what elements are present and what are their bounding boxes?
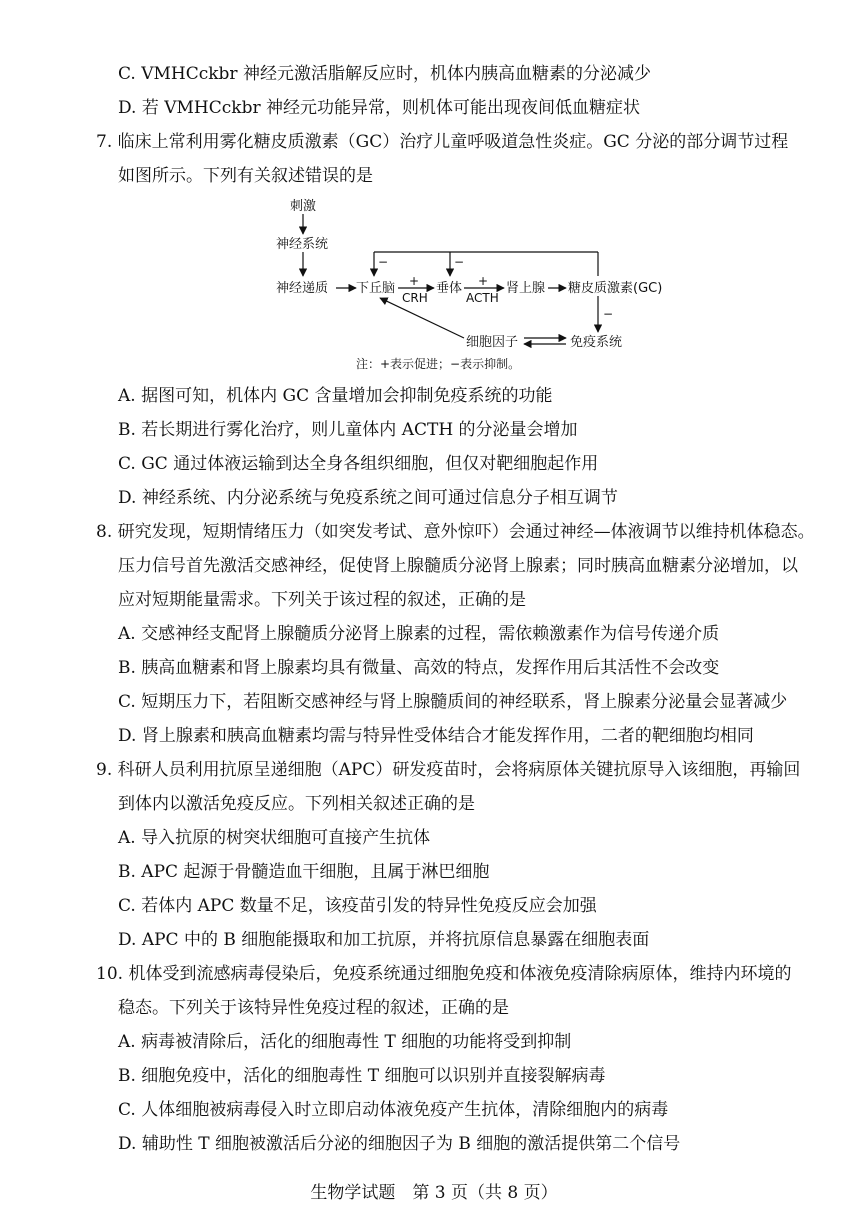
minus-sign-pituitary: − <box>454 255 465 269</box>
minus-sign-immune: − <box>603 307 614 321</box>
q7-stem-line2: 如图所示。下列有关叙述错误的是 <box>118 166 373 186</box>
q8-stem-line2: 压力信号首先激活交感神经，促使肾上腺髓质分泌肾上腺素；同时胰高血糖素分泌增加，以 <box>118 556 798 576</box>
q6-option-c: C. VMHCckbr 神经元激活脂解反应时，机体内胰高血糖素的分泌减少 <box>118 64 651 84</box>
plus-sign-acth: + <box>478 274 489 288</box>
page-footer: 生物学试题 第 3 页（共 8 页） <box>310 1183 558 1203</box>
q7-option-a: A. 据图可知，机体内 GC 含量增加会抑制免疫系统的功能 <box>118 386 553 406</box>
immune-system-label: 免疫系统 <box>570 335 623 350</box>
stimulus-label: 刺激 <box>290 199 317 214</box>
q8-option-c: C. 短期压力下，若阻断交感神经与肾上腺髓质间的神经联系，肾上腺素分泌量会显著减少 <box>118 692 788 712</box>
q9-stem-line1: 9. 科研人员利用抗原呈递细胞（APC）研发疫苗时，会将病原体关键抗原导入该细胞，再输回 <box>96 760 801 780</box>
neurotransmitter-label: 神经递质 <box>276 281 329 296</box>
q6-option-d: D. 若 VMHCckbr 神经元功能异常，则机体可能出现夜间低血糖症状 <box>118 98 640 118</box>
q10-option-d: D. 辅助性 T 细胞被激活后分泌的细胞因子为 B 细胞的激活提供第二个信号 <box>118 1134 681 1154</box>
pituitary-label: 垂体 <box>436 281 463 296</box>
q8-option-d: D. 肾上腺素和胰高血糖素均需与特异性受体结合才能发挥作用，二者的靶细胞均相同 <box>118 726 754 746</box>
q7-option-d: D. 神经系统、内分泌系统与免疫系统之间可通过信息分子相互调节 <box>118 488 618 508</box>
q9-option-b: B. APC 起源于骨髓造血干细胞，且属于淋巴细胞 <box>118 862 490 882</box>
diagram-note: 注：+表示促进；−表示抑制。 <box>356 357 521 371</box>
q8-stem-line3: 应对短期能量需求。下列关于该过程的叙述，正确的是 <box>118 590 526 610</box>
minus-sign-hypothalamus: − <box>378 255 389 269</box>
glucocorticoid-label: 糖皮质激素(GC) <box>568 281 663 296</box>
plus-sign-crh: + <box>409 274 420 288</box>
q8-option-b: B. 胰高血糖素和肾上腺素均具有微量、高效的特点，发挥作用后其活性不会改变 <box>118 658 720 678</box>
q9-option-a: A. 导入抗原的树突状细胞可直接产生抗体 <box>118 828 431 848</box>
q9-stem-line2: 到体内以激活免疫反应。下列相关叙述正确的是 <box>118 794 475 814</box>
q10-option-c: C. 人体细胞被病毒侵入时立即启动体液免疫产生抗体，清除细胞内的病毒 <box>118 1100 669 1120</box>
hypothalamus-label: 下丘脑 <box>356 281 396 296</box>
q8-option-a: A. 交感神经支配肾上腺髓质分泌肾上腺素的过程，需依赖激素作为信号传递介质 <box>118 624 720 644</box>
crh-label: CRH <box>402 291 428 305</box>
cytokine-label: 细胞因子 <box>466 335 519 350</box>
q7-option-b: B. 若长期进行雾化治疗，则儿童体内 ACTH 的分泌量会增加 <box>118 420 578 440</box>
nervous-system-label: 神经系统 <box>276 237 329 252</box>
acth-label: ACTH <box>466 291 499 305</box>
gc-regulation-diagram <box>270 196 690 374</box>
q9-option-c: C. 若体内 APC 数量不足，该疫苗引发的特异性免疫反应会加强 <box>118 896 597 916</box>
q10-stem-line1: 10. 机体受到流感病毒侵染后，免疫系统通过细胞免疫和体液免疫清除病原体，维持内环境的 <box>96 964 792 984</box>
q7-option-c: C. GC 通过体液运输到达全身各组织细胞，但仅对靶细胞起作用 <box>118 454 599 474</box>
q9-option-d: D. APC 中的 B 细胞能摄取和加工抗原，并将抗原信息暴露在细胞表面 <box>118 930 650 950</box>
q10-stem-line2: 稳态。下列关于该特异性免疫过程的叙述，正确的是 <box>118 998 509 1018</box>
adrenal-label: 肾上腺 <box>506 281 546 296</box>
q7-stem-line1: 7. 临床上常利用雾化糖皮质激素（GC）治疗儿童呼吸道急性炎症。GC 分泌的部分调节过程 <box>96 132 789 152</box>
q10-option-a: A. 病毒被清除后，活化的细胞毒性 T 细胞的功能将受到抑制 <box>118 1032 572 1052</box>
q10-option-b: B. 细胞免疫中，活化的细胞毒性 T 细胞可以识别并直接裂解病毒 <box>118 1066 606 1086</box>
q8-stem-line1: 8. 研究发现，短期情绪压力（如突发考试、意外惊吓）会通过神经—体液调节以维持机体稳态。 <box>96 522 815 542</box>
